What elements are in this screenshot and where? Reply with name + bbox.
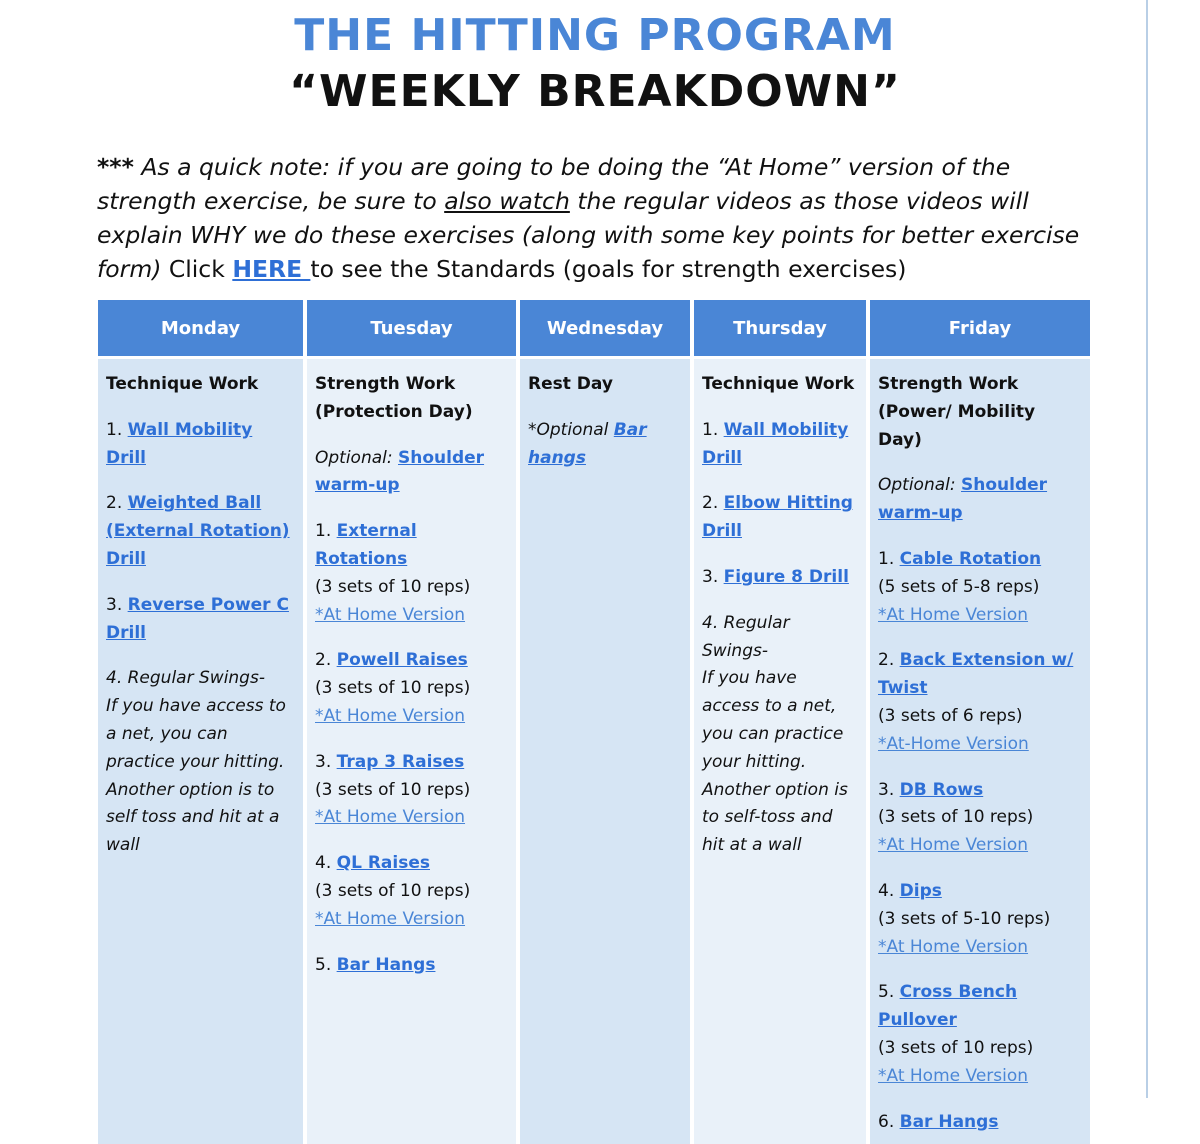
- friday-item-5-sets: (3 sets of 10 reps): [878, 1037, 1034, 1058]
- cell-monday: [98, 359, 303, 1144]
- thursday-link-wall-mobility-drill[interactable]: Wall Mobility Drill: [702, 419, 849, 468]
- friday-item-5: 5. Cross Bench Pullover: [878, 982, 1018, 1031]
- friday-item-2: 2. Back Extension w/ Twist: [878, 650, 1074, 699]
- page-subtitle: “WEEKLY BREAKDOWN”: [289, 66, 901, 117]
- thursday-item-3: 3. Figure 8 Drill: [702, 566, 849, 587]
- header-friday: Friday: [870, 300, 1090, 359]
- friday-item-6: 6. Bar Hangs: [878, 1111, 999, 1132]
- note-underlined: also watch: [444, 187, 570, 215]
- friday-item-5-home-link[interactable]: *At Home Version: [878, 1065, 1029, 1086]
- page-title: THE HITTING PROGRAM: [294, 10, 896, 61]
- note-click: Click: [161, 255, 233, 283]
- header-monday: Monday: [98, 300, 303, 359]
- friday-link-back-extension-twist[interactable]: Back Extension w/ Twist: [878, 650, 1074, 699]
- tuesday-item-1: 1. External Rotations: [315, 521, 417, 569]
- friday-item-1-sets: (5 sets of 5-8 reps): [878, 576, 1040, 597]
- tuesday-item-1-sets: (3 sets of 10 reps): [315, 576, 471, 597]
- here-link[interactable]: HERE: [232, 255, 311, 283]
- cell-thursday: [694, 359, 866, 1144]
- friday-link-cable-rotation[interactable]: Cable Rotation: [899, 548, 1042, 569]
- tuesday-link-shoulder-warm-up[interactable]: Shoulder warm-up: [315, 447, 485, 496]
- tuesday-item-1-home-link[interactable]: *At Home Version: [315, 604, 466, 625]
- friday-item-3-home-link[interactable]: *At Home Version: [878, 835, 1029, 856]
- friday-link-cross-bench-pullover[interactable]: Cross Bench Pullover: [878, 982, 1018, 1031]
- monday-item-1: 1. Wall Mobility Drill: [106, 419, 253, 468]
- wednesday-link-bar-hangs[interactable]: Bar hangs: [528, 419, 647, 468]
- monday-item-2: 2. Weighted Ball (External Rotation) Drill: [106, 493, 290, 569]
- tuesday-link-powell-raises[interactable]: Powell Raises: [336, 650, 468, 671]
- tuesday-item-3: 3. Trap 3 Raises: [315, 751, 465, 772]
- header-thursday: Thursday: [694, 300, 866, 359]
- tuesday-link-ql-raises[interactable]: QL Raises: [336, 853, 430, 874]
- friday-item-2-home-link[interactable]: *At-Home Version: [878, 733, 1029, 754]
- header-wednesday: Wednesday: [520, 300, 690, 359]
- note-stars: ***: [97, 153, 134, 181]
- thursday-link-elbow-hitting-drill[interactable]: Elbow Hitting Drill: [702, 493, 853, 542]
- friday-optional: Optional: Shoulder warm-up: [878, 475, 1048, 524]
- wednesday-optional: *Optional Bar hangs: [528, 419, 647, 468]
- friday-item-4-home-link[interactable]: *At Home Version: [878, 936, 1029, 957]
- tuesday-item-2: 2. Powell Raises: [315, 650, 468, 671]
- friday-item-4-sets: (3 sets of 5-10 reps): [878, 908, 1051, 929]
- tuesday-item-2-home-link[interactable]: *At Home Version: [315, 705, 466, 726]
- friday-link-bar-hangs[interactable]: Bar Hangs: [899, 1111, 999, 1132]
- weekly-schedule-table: [94, 300, 1094, 1144]
- thursday-heading: Technique Work: [702, 374, 855, 394]
- monday-heading: Technique Work: [106, 374, 259, 394]
- tuesday-item-3-home-link[interactable]: *At Home Version: [315, 807, 466, 828]
- monday-link-wall-mobility-drill[interactable]: Wall Mobility Drill: [106, 419, 253, 468]
- friday-link-db-rows[interactable]: DB Rows: [899, 779, 984, 800]
- tuesday-link-trap-3-raises[interactable]: Trap 3 Raises: [336, 751, 465, 772]
- note-text-2: the regular videos as those videos will explain WHY we do these exercises (along with some key points for better exercise form): [97, 187, 1080, 283]
- friday-heading: Strength Work (Power/ Mobility Day): [878, 374, 1036, 450]
- friday-item-3-sets: (3 sets of 10 reps): [878, 807, 1034, 828]
- wednesday-heading: Rest Day: [528, 374, 613, 394]
- cell-friday: [870, 359, 1090, 1144]
- tuesday-item-4: 4. QL Raises: [315, 853, 430, 874]
- tuesday-item-4-home-link[interactable]: *At Home Version: [315, 908, 466, 929]
- tuesday-link-bar-hangs[interactable]: Bar Hangs: [336, 954, 436, 975]
- friday-item-2-sets: (3 sets of 6 reps): [878, 705, 1023, 726]
- friday-item-1-home-link[interactable]: *At Home Version: [878, 604, 1029, 625]
- thursday-item-4: 4. Regular Swings-: [702, 612, 790, 661]
- tuesday-link-external-rotations[interactable]: External Rotations: [315, 521, 417, 569]
- monday-item-4: 4. Regular Swings-: [106, 668, 265, 689]
- friday-item-4: 4. Dips: [878, 880, 942, 901]
- tuesday-optional: Optional: Shoulder warm-up: [315, 447, 485, 496]
- monday-link-weighted-ball-drill[interactable]: Weighted Ball (External Rotation) Drill: [106, 493, 290, 569]
- tuesday-item-3-sets: (3 sets of 10 reps): [315, 779, 471, 800]
- friday-link-dips[interactable]: Dips: [899, 880, 942, 901]
- tuesday-item-4-sets: (3 sets of 10 reps): [315, 880, 471, 901]
- monday-item-4-body: If you have access to a net, you can practice your hitting. Another option is to self toss and hit at a wall: [106, 696, 286, 856]
- tuesday-item-5: 5. Bar Hangs: [315, 954, 436, 975]
- cell-tuesday: [307, 359, 516, 1144]
- monday-link-reverse-power-c-drill[interactable]: Reverse Power C Drill: [106, 594, 289, 643]
- friday-item-3: 3. DB Rows: [878, 779, 984, 800]
- header-tuesday: Tuesday: [307, 300, 516, 359]
- note-text-1: As a quick note: if you are going to be doing the “At Home” version of the strength exercise, be sure to: [97, 153, 1011, 215]
- tuesday-heading: Strength Work (Protection Day): [315, 374, 473, 422]
- page-right-rule: [1146, 0, 1148, 1098]
- thursday-link-figure-8-drill[interactable]: Figure 8 Drill: [723, 566, 849, 587]
- thursday-item-4-body: If you have access to a net, you can practice your hitting. Another option is to self-toss and hit at a wall: [702, 668, 848, 856]
- friday-link-shoulder-warm-up[interactable]: Shoulder warm-up: [878, 475, 1048, 524]
- quick-note: [97, 150, 1097, 286]
- note-text-3: to see the Standards (goals for strength exercises): [310, 255, 907, 283]
- cell-wednesday: [520, 359, 690, 1144]
- tuesday-item-2-sets: (3 sets of 10 reps): [315, 678, 471, 699]
- thursday-item-1: 1. Wall Mobility Drill: [702, 419, 849, 468]
- thursday-item-2: 2. Elbow Hitting Drill: [702, 493, 853, 542]
- monday-item-3: 3. Reverse Power C Drill: [106, 594, 289, 643]
- friday-item-1: 1. Cable Rotation: [878, 548, 1042, 569]
